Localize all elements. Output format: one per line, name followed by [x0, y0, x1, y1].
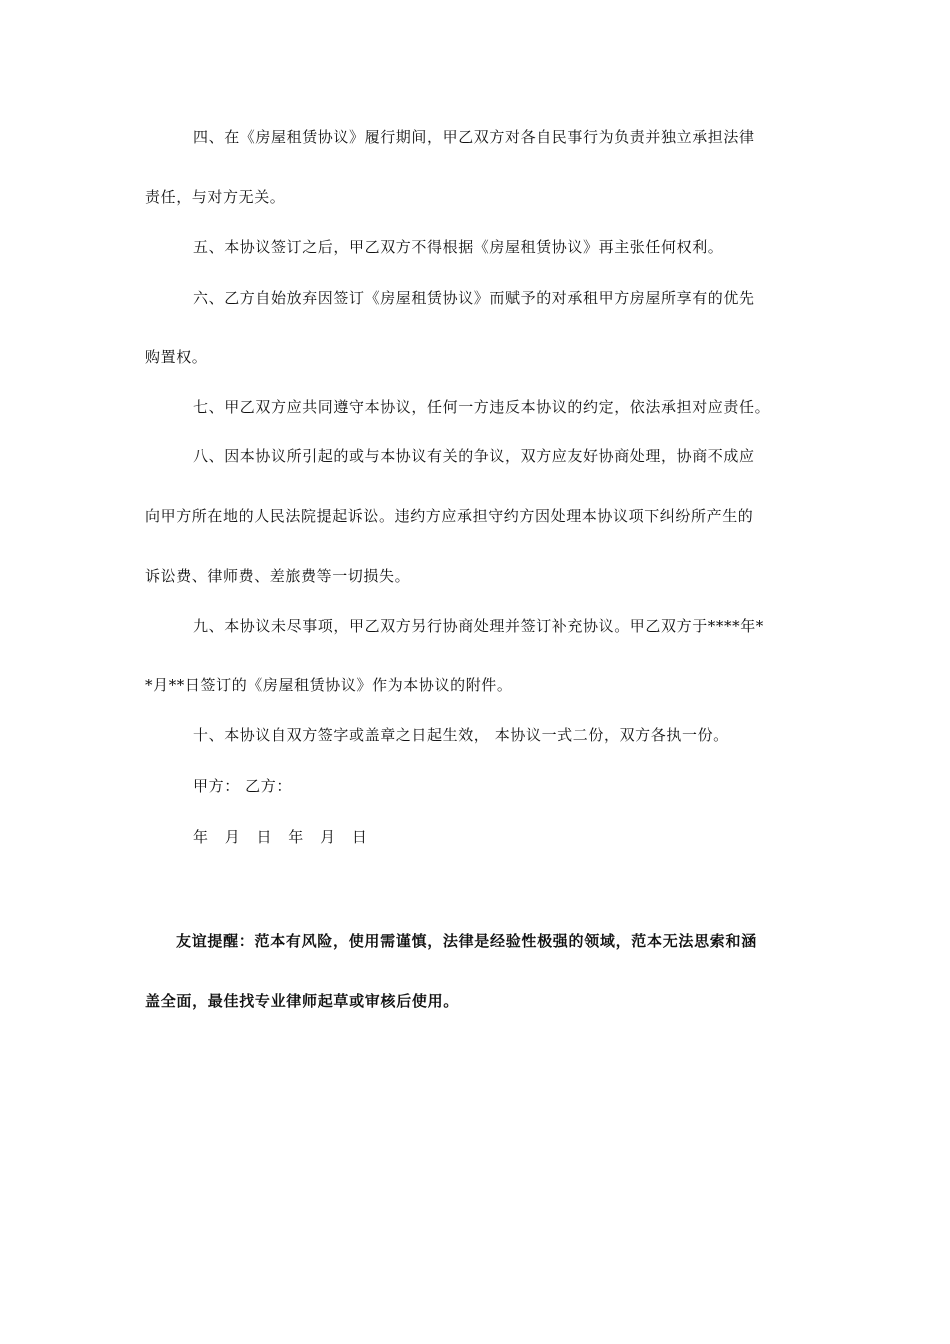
clause-5-line-1: 五、本协议签订之后，甲乙双方不得根据《房屋租赁协议》再主张任何权利。 — [193, 238, 724, 256]
signature-parties: 甲方： 乙方： — [193, 777, 292, 795]
clause-6-line-1: 六、乙方自始放弃因签订《房屋租赁协议》而赋予的对承租甲方房屋所享有的优先 — [193, 289, 755, 307]
clause-8-line-3: 诉讼费、律师费、差旅费等一切损失。 — [145, 567, 411, 585]
notice-line-1: 友谊提醒：范本有风险，使用需谨慎，法律是经验性极强的领域，范本无法思索和涵 — [176, 932, 757, 950]
clause-6-line-2: 购置权。 — [145, 348, 208, 366]
clause-4-line-2: 责任，与对方无关。 — [145, 188, 286, 206]
clause-9-line-2: *月**日签订的《房屋租赁协议》作为本协议的附件。 — [145, 676, 513, 694]
clause-8-line-1: 八、因本协议所引起的或与本协议有关的争议，双方应友好协商处理，协商不成应 — [193, 447, 755, 465]
notice-line-2: 盖全面，最佳找专业律师起草或审核后使用。 — [145, 992, 460, 1010]
clause-8-line-2: 向甲方所在地的人民法院提起诉讼。违约方应承担守约方因处理本协议项下纠纷所产生的 — [145, 507, 754, 525]
clause-7-line-1: 七、甲乙双方应共同遵守本协议，任何一方违反本协议的约定，依法承担对应责任。 — [193, 398, 771, 416]
clause-10-line-1: 十、本协议自双方签字或盖章之日起生效， 本协议一式二份，双方各执一份。 — [193, 726, 729, 744]
clause-4-line-1: 四、在《房屋租赁协议》履行期间，甲乙双方对各自民事行为负责并独立承担法律 — [193, 128, 755, 146]
signature-dates: 年 月 日 年 月 日 — [193, 828, 373, 846]
clause-9-line-1: 九、本协议未尽事项，甲乙双方另行协商处理并签订补充协议。甲乙双方于****年* — [193, 617, 764, 635]
